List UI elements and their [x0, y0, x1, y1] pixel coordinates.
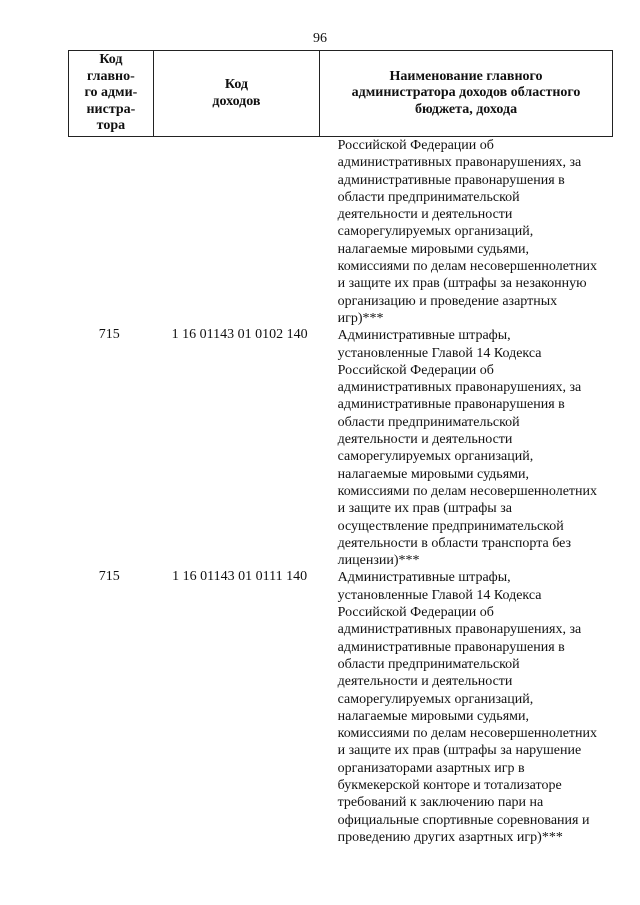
- income-code-cell: 1 16 01143 01 0102 140: [171, 327, 308, 343]
- name-line: саморегулируемых организаций,: [337, 449, 534, 465]
- name-line: области предпринимательской: [337, 414, 520, 430]
- name-line: игр)***: [337, 310, 384, 326]
- name-line: налагаемые мировыми судьями,: [337, 466, 529, 482]
- header-admin-code: [69, 51, 154, 137]
- name-line: Российской Федерации об: [337, 605, 494, 621]
- table-row: [68, 569, 613, 846]
- name-line: комиссиями по делам несовершеннолетних: [337, 259, 598, 275]
- name-line: букмекерской конторе и тотализаторе: [337, 777, 562, 793]
- income-name-cell: [328, 569, 613, 846]
- name-line: лицензии)***: [337, 553, 420, 569]
- name-line: саморегулируемых организаций,: [337, 691, 534, 707]
- header-line: го адми-: [84, 85, 138, 101]
- admin-code-cell: [68, 137, 151, 327]
- name-line: организацию и проведение азартных: [337, 293, 558, 309]
- header-line: главно-: [86, 68, 135, 84]
- header-line: Код: [224, 77, 248, 92]
- name-line: деятельности и деятельности: [337, 207, 513, 223]
- header-line: доходов: [212, 93, 261, 109]
- name-line: административных правонарушениях, за: [337, 380, 582, 396]
- name-line: и защите их прав (штрафы за нарушение: [337, 743, 582, 759]
- name-line: административные правонарушения в: [337, 397, 565, 413]
- name-line: осуществление предпринимательской: [337, 518, 564, 534]
- name-line: комиссиями по делам несовершеннолетних: [337, 726, 598, 742]
- name-line: административные правонарушения в: [337, 639, 565, 655]
- page-number: 96: [313, 31, 327, 46]
- name-line: саморегулируемых организаций,: [337, 224, 534, 240]
- income-name-cell: [328, 137, 613, 327]
- income-code-cell: 1 16 01143 01 0111 140: [172, 569, 308, 585]
- name-line: Российской Федерации об: [337, 362, 494, 378]
- name-line: установленные Главой 14 Кодекса: [337, 345, 542, 361]
- name-line: налагаемые мировыми судьями,: [337, 708, 529, 724]
- name-line: и защите их прав (штрафы за: [337, 501, 512, 517]
- header-income-code: [153, 51, 319, 137]
- name-line: административных правонарушениях, за: [337, 622, 582, 638]
- income-name-cell: [328, 327, 613, 569]
- name-line: области предпринимательской: [337, 189, 520, 205]
- name-line: проведению других азартных игр)***: [337, 829, 563, 845]
- name-line: деятельности и деятельности: [337, 674, 513, 690]
- header-line: администратора доходов областного: [351, 85, 581, 101]
- name-line: требований к заключению пари на: [337, 795, 544, 811]
- name-line: административных правонарушениях, за: [337, 155, 582, 171]
- table-body: [68, 137, 613, 846]
- admin-code-cell: 715: [98, 327, 120, 343]
- header-line: тора: [96, 118, 126, 134]
- name-line: комиссиями по делам несовершеннолетних: [337, 483, 598, 499]
- header-line: Наименование главного: [389, 68, 543, 84]
- header-line: бюджета, дохода: [414, 101, 518, 117]
- name-line: деятельности в области транспорта без: [337, 535, 572, 551]
- name-line: организаторами азартных игр в: [337, 760, 525, 776]
- name-line: Административные штрафы,: [337, 570, 511, 586]
- name-line: и защите их прав (штрафы за незаконную: [337, 276, 587, 292]
- income-code-cell: [151, 137, 328, 327]
- table-row: [68, 137, 613, 327]
- name-line: Российской Федерации об: [337, 138, 494, 153]
- admin-code-cell: 715: [98, 569, 120, 585]
- table-header: [68, 50, 613, 137]
- name-line: налагаемые мировыми судьями,: [337, 241, 529, 257]
- name-line: деятельности и деятельности: [337, 432, 513, 448]
- name-line: установленные Главой 14 Кодекса: [337, 587, 542, 603]
- table-row: [68, 327, 613, 569]
- header-line: Код: [99, 52, 123, 68]
- name-line: административные правонарушения в: [337, 172, 565, 188]
- name-line: Административные штрафы,: [337, 328, 511, 344]
- header-name: [320, 51, 613, 137]
- name-line: области предпринимательской: [337, 656, 520, 672]
- header-line: нистра-: [86, 101, 136, 117]
- name-line: официальные спортивные соревнования и: [337, 812, 590, 828]
